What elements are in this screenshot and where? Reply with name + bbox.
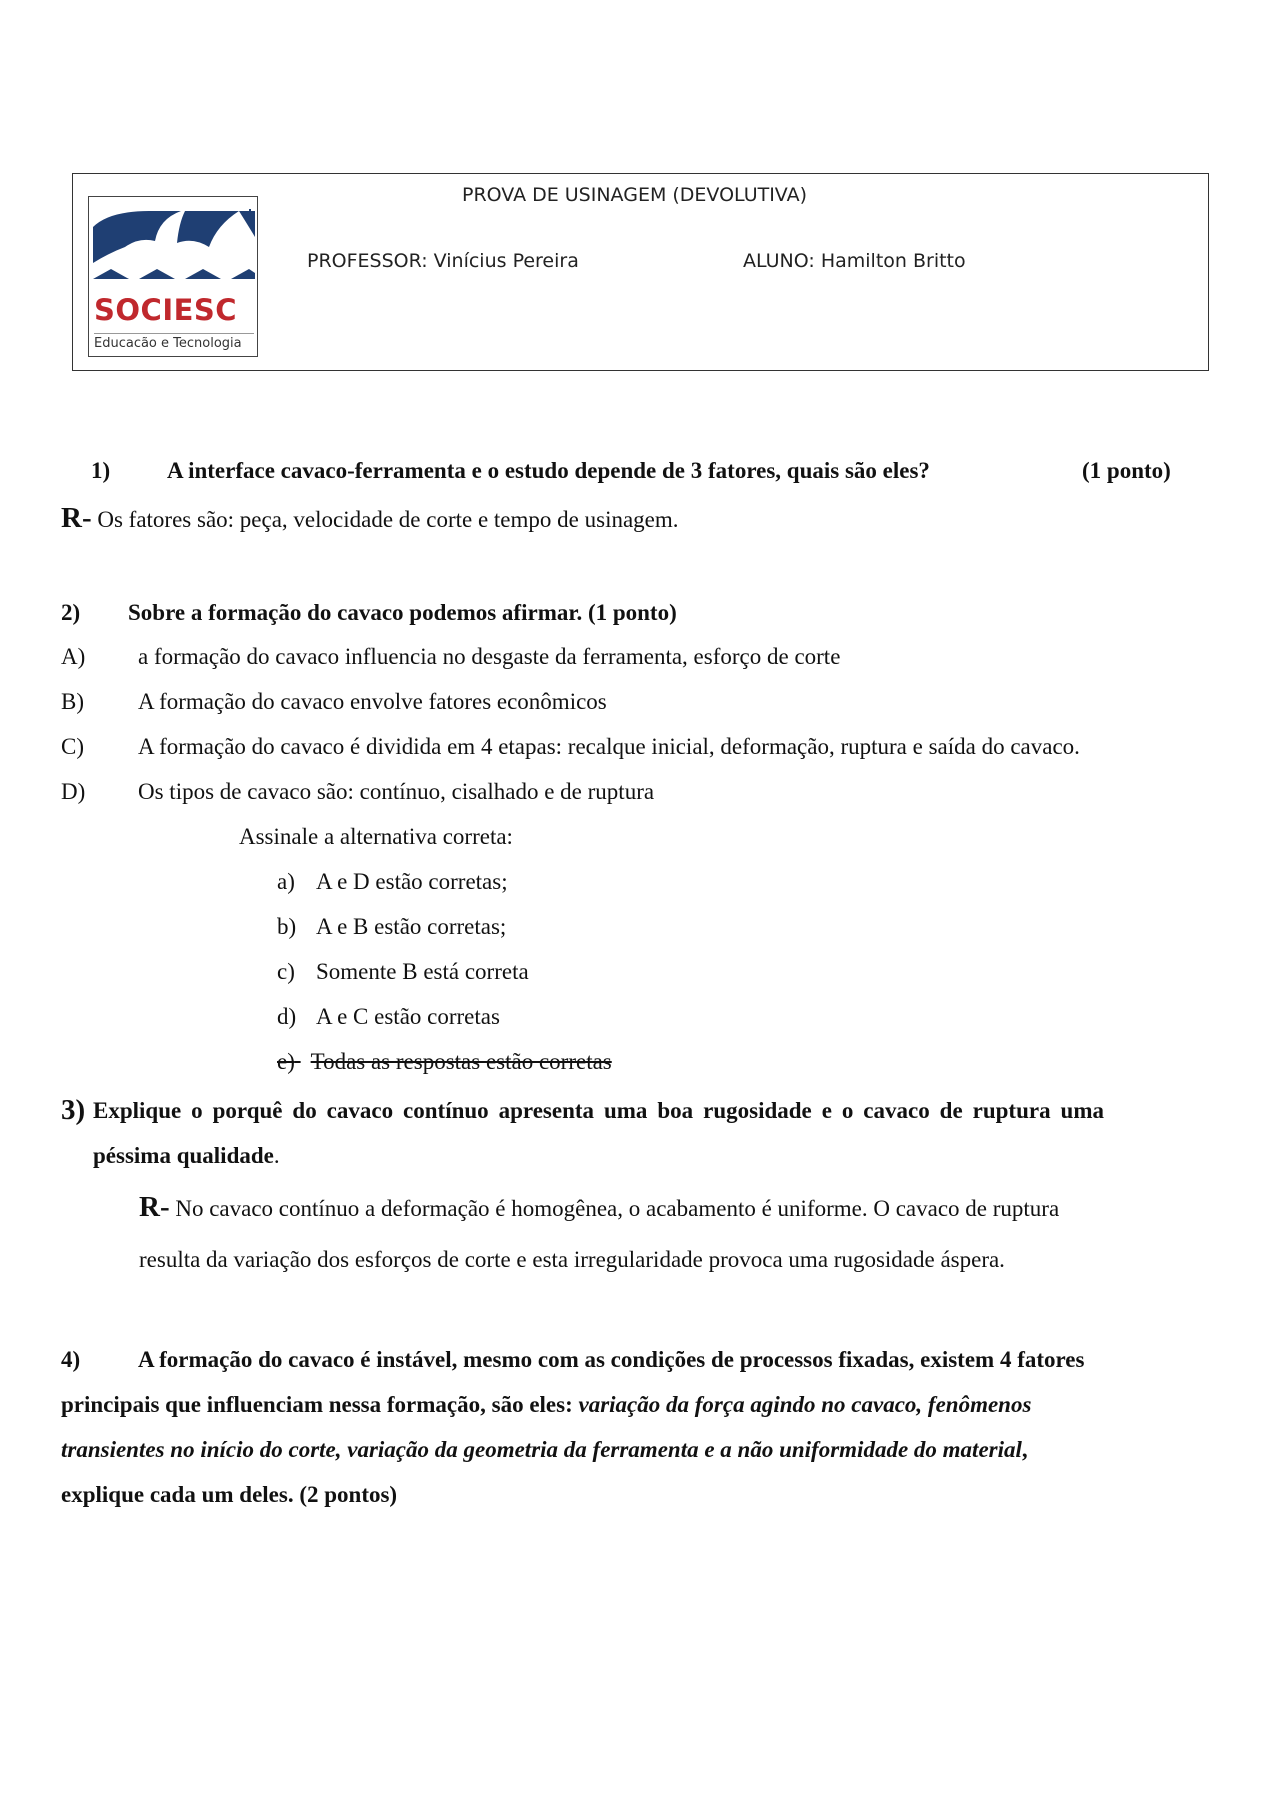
exam-title: PROVA DE USINAGEM (DEVOLUTIVA) [462, 184, 807, 206]
q1-answer-mark: R- [61, 502, 92, 534]
q4-number: 4) [61, 1347, 81, 1372]
q4-line3 [61, 1436, 1028, 1464]
q3-answer-text: No cavaco contínuo a deformação é homogênea, o acabamento é uniforme. O cavaco de ruptura [175, 1196, 1060, 1221]
professor-label: PROFESSOR: Vinícius Pereira [307, 250, 579, 272]
q3-answer-mark: R- [139, 1191, 170, 1223]
q2-statement-letter: B) [61, 689, 84, 714]
q2-statement-letter: C) [61, 734, 84, 759]
q2-number: 2) [61, 600, 81, 625]
q3-number: 3) [61, 1094, 86, 1126]
q2-option-text: Somente B está correta [316, 959, 529, 984]
q2-statement-text: A formação do cavaco é dividida em 4 etapas: recalque inicial, deformação, ruptura e saída do cavaco. [138, 734, 1080, 759]
q2-statement-text: a formação do cavaco influencia no desgaste da ferramenta, esforço de corte [138, 644, 841, 669]
q2-option-letter: d) [277, 1004, 297, 1029]
q2-option-letter: b) [277, 914, 297, 939]
q1-number: 1) [91, 458, 111, 483]
q2-option-struck [277, 1048, 612, 1076]
q4-line2 [61, 1391, 1031, 1419]
q2-option-text: A e C estão corretas [316, 1004, 500, 1029]
q2-option-letter: e) [277, 1049, 295, 1074]
student-label: ALUNO: Hamilton Britto [743, 250, 966, 272]
logo [88, 196, 258, 357]
q2-option-text: A e D estão corretas; [316, 869, 508, 894]
logo-subtitle: Educacão e Tecnologia [94, 333, 254, 351]
q4-line2-italic: variação da força agindo no cavaco, fenômenos [578, 1392, 1032, 1417]
q3-line2 [93, 1142, 280, 1170]
q4-line4: explique cada um deles. (2 pontos) [61, 1482, 398, 1507]
q2-statement-text: Os tipos de cavaco são: contínuo, cisalhado e de ruptura [138, 779, 655, 804]
q2-statement-letter: A) [61, 644, 86, 669]
q1-answer [61, 501, 679, 536]
q1-text: A interface cavaco-ferramenta e o estudo depende de 3 fatores, quais são eles? [167, 458, 930, 483]
q3-line2-end: . [273, 1143, 280, 1168]
q3-answer-line1 [139, 1190, 1059, 1225]
q1-points: (1 ponto) [1082, 458, 1171, 483]
q4-line3-end: , [1021, 1437, 1028, 1462]
q2-text: Sobre a formação do cavaco podemos afirmar. (1 ponto) [128, 600, 677, 625]
q4-line3-italic: transientes no início do corte, variação da geometria da ferramenta e a não uniformidade do material [61, 1437, 1022, 1462]
q3-answer-line2: resulta da variação dos esforços de corte e esta irregularidade provoca uma rugosidade áspera. [139, 1247, 1005, 1272]
q4-line1: A formação do cavaco é instável, mesmo com as condições de processos fixadas, existem 4 fatores [138, 1347, 1085, 1372]
q1-answer-text: Os fatores são: peça, velocidade de corte e tempo de usinagem. [97, 507, 679, 532]
q2-option-letter: c) [277, 959, 295, 984]
q2-statement-text: A formação do cavaco envolve fatores econômicos [138, 689, 607, 714]
q4-line2-bold: principais que influenciam nessa formação, são eles: [61, 1392, 579, 1417]
q3-line2-text: péssima qualidade [93, 1143, 274, 1168]
q2-instruction: Assinale a alternativa correta: [239, 824, 513, 849]
q2-option-text: A e B estão corretas; [316, 914, 507, 939]
q2-option-text: Todas as respostas estão corretas [310, 1049, 612, 1074]
q2-option-letter: a) [277, 869, 295, 894]
logo-brand-text: SOCIESC [94, 293, 238, 327]
q3-line1: Explique o porquê do cavaco contínuo apresenta uma boa rugosidade e o cavaco de ruptura uma [93, 1098, 1104, 1123]
q2-statement-letter: D) [61, 779, 86, 804]
